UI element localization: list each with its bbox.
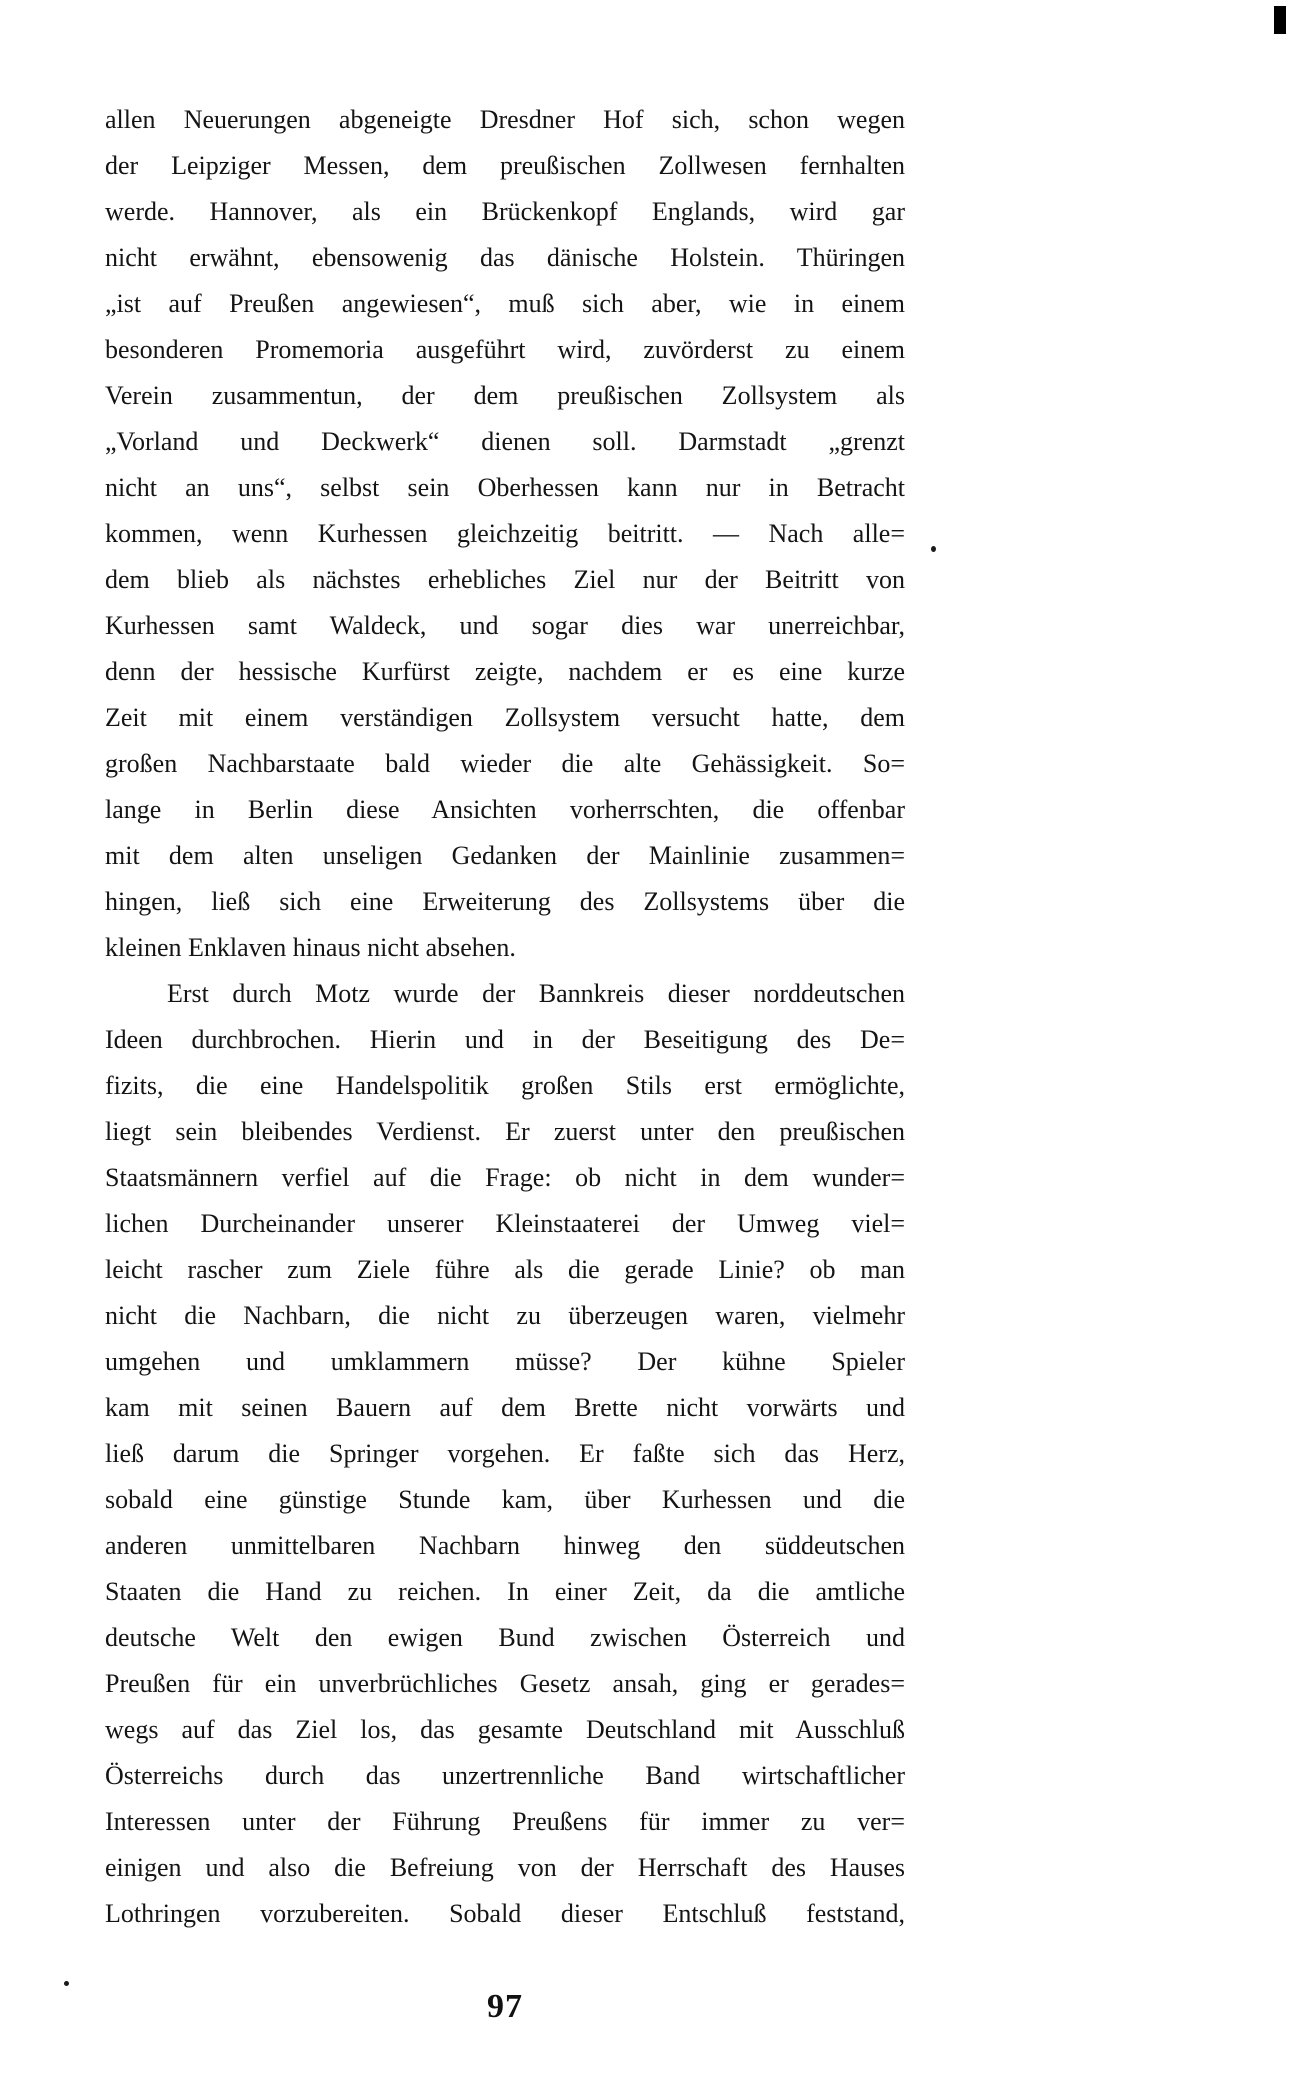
text-line: kommen, wenn Kurhessen gleichzeitig beitritt. — Nach alle= xyxy=(105,519,905,548)
text-line: lichen Durcheinander unserer Kleinstaaterei der Umweg viel= xyxy=(105,1209,905,1238)
text-line: Preußen für ein unverbrüchliches Gesetz ansah, ging er gerades= xyxy=(105,1669,905,1698)
text-line: Verein zusammentun, der dem preußischen Zollsystem als xyxy=(105,381,905,410)
text-line: hingen, ließ sich eine Erweiterung des Zollsystems über die xyxy=(105,887,905,916)
text-line: Österreichs durch das unzertrennliche Band wirtschaftlicher xyxy=(105,1761,905,1790)
text-line: kam mit seinen Bauern auf dem Brette nicht vorwärts und xyxy=(105,1393,905,1422)
text-line: lange in Berlin diese Ansichten vorherrschten, die offenbar xyxy=(105,795,905,824)
text-line: „ist auf Preußen angewiesen“, muß sich aber, wie in einem xyxy=(105,289,905,318)
text-line: denn der hessische Kurfürst zeigte, nachdem er es eine kurze xyxy=(105,657,905,686)
ink-mark-top-right xyxy=(1274,6,1286,34)
text-line: leicht rascher zum Ziele führe als die gerade Linie? ob man xyxy=(105,1255,905,1284)
text-line: nicht erwähnt, ebensowenig das dänische Holstein. Thüringen xyxy=(105,243,905,272)
text-line: fizits, die eine Handelspolitik großen Stils erst ermöglichte, xyxy=(105,1071,905,1100)
text-line: sobald eine günstige Stunde kam, über Kurhessen und die xyxy=(105,1485,905,1514)
text-line: „Vorland und Deckwerk“ dienen soll. Darmstadt „grenzt xyxy=(105,427,905,456)
text-line: deutsche Welt den ewigen Bund zwischen Österreich und xyxy=(105,1623,905,1652)
text-line: anderen unmittelbaren Nachbarn hinweg den süddeutschen xyxy=(105,1531,905,1560)
text-line: umgehen und umklammern müsse? Der kühne Spieler xyxy=(105,1347,905,1376)
text-line: ließ darum die Springer vorgehen. Er faßte sich das Herz, xyxy=(105,1439,905,1468)
ink-speck-bottom-left xyxy=(64,1981,69,1986)
text-line: Staatsmännern verfiel auf die Frage: ob nicht in dem wunder= xyxy=(105,1163,905,1192)
text-line: Lothringen vorzubereiten. Sobald dieser Entschluß feststand, xyxy=(105,1899,905,1928)
text-line: kleinen Enklaven hinaus nicht absehen. xyxy=(105,933,516,962)
text-line: wegs auf das Ziel los, das gesamte Deutschland mit Ausschluß xyxy=(105,1715,905,1744)
text-line: großen Nachbarstaate bald wieder die alte Gehässigkeit. So= xyxy=(105,749,905,778)
text-line: Kurhessen samt Waldeck, und sogar dies war unerreichbar, xyxy=(105,611,905,640)
text-line: besonderen Promemoria ausgeführt wird, zuvörderst zu einem xyxy=(105,335,905,364)
text-line: Staaten die Hand zu reichen. In einer Zeit, da die amtliche xyxy=(105,1577,905,1606)
page-text xyxy=(105,97,905,1937)
text-line: nicht an uns“, selbst sein Oberhessen kann nur in Betracht xyxy=(105,473,905,502)
text-line: Zeit mit einem verständigen Zollsystem versucht hatte, dem xyxy=(105,703,905,732)
text-line: der Leipziger Messen, dem preußischen Zollwesen fernhalten xyxy=(105,151,905,180)
text-line: mit dem alten unseligen Gedanken der Mainlinie zusammen= xyxy=(105,841,905,870)
text-line: Interessen unter der Führung Preußens für immer zu ver= xyxy=(105,1807,905,1836)
text-line: dem blieb als nächstes erhebliches Ziel nur der Beitritt von xyxy=(105,565,905,594)
ink-speck-right-margin xyxy=(931,546,936,552)
page-number: 97 xyxy=(487,1988,523,2025)
text-line: Ideen durchbrochen. Hierin und in der Beseitigung des De= xyxy=(105,1025,905,1054)
text-line: einigen und also die Befreiung von der Herrschaft des Hauses xyxy=(105,1853,905,1882)
text-line: Erst durch Motz wurde der Bannkreis dieser norddeutschen xyxy=(167,979,905,1008)
text-line: werde. Hannover, als ein Brückenkopf Englands, wird gar xyxy=(105,197,905,226)
text-line: liegt sein bleibendes Verdienst. Er zuerst unter den preußischen xyxy=(105,1117,905,1146)
text-line: allen Neuerungen abgeneigte Dresdner Hof sich, schon wegen xyxy=(105,105,905,134)
text-line: nicht die Nachbarn, die nicht zu überzeugen waren, vielmehr xyxy=(105,1301,905,1330)
